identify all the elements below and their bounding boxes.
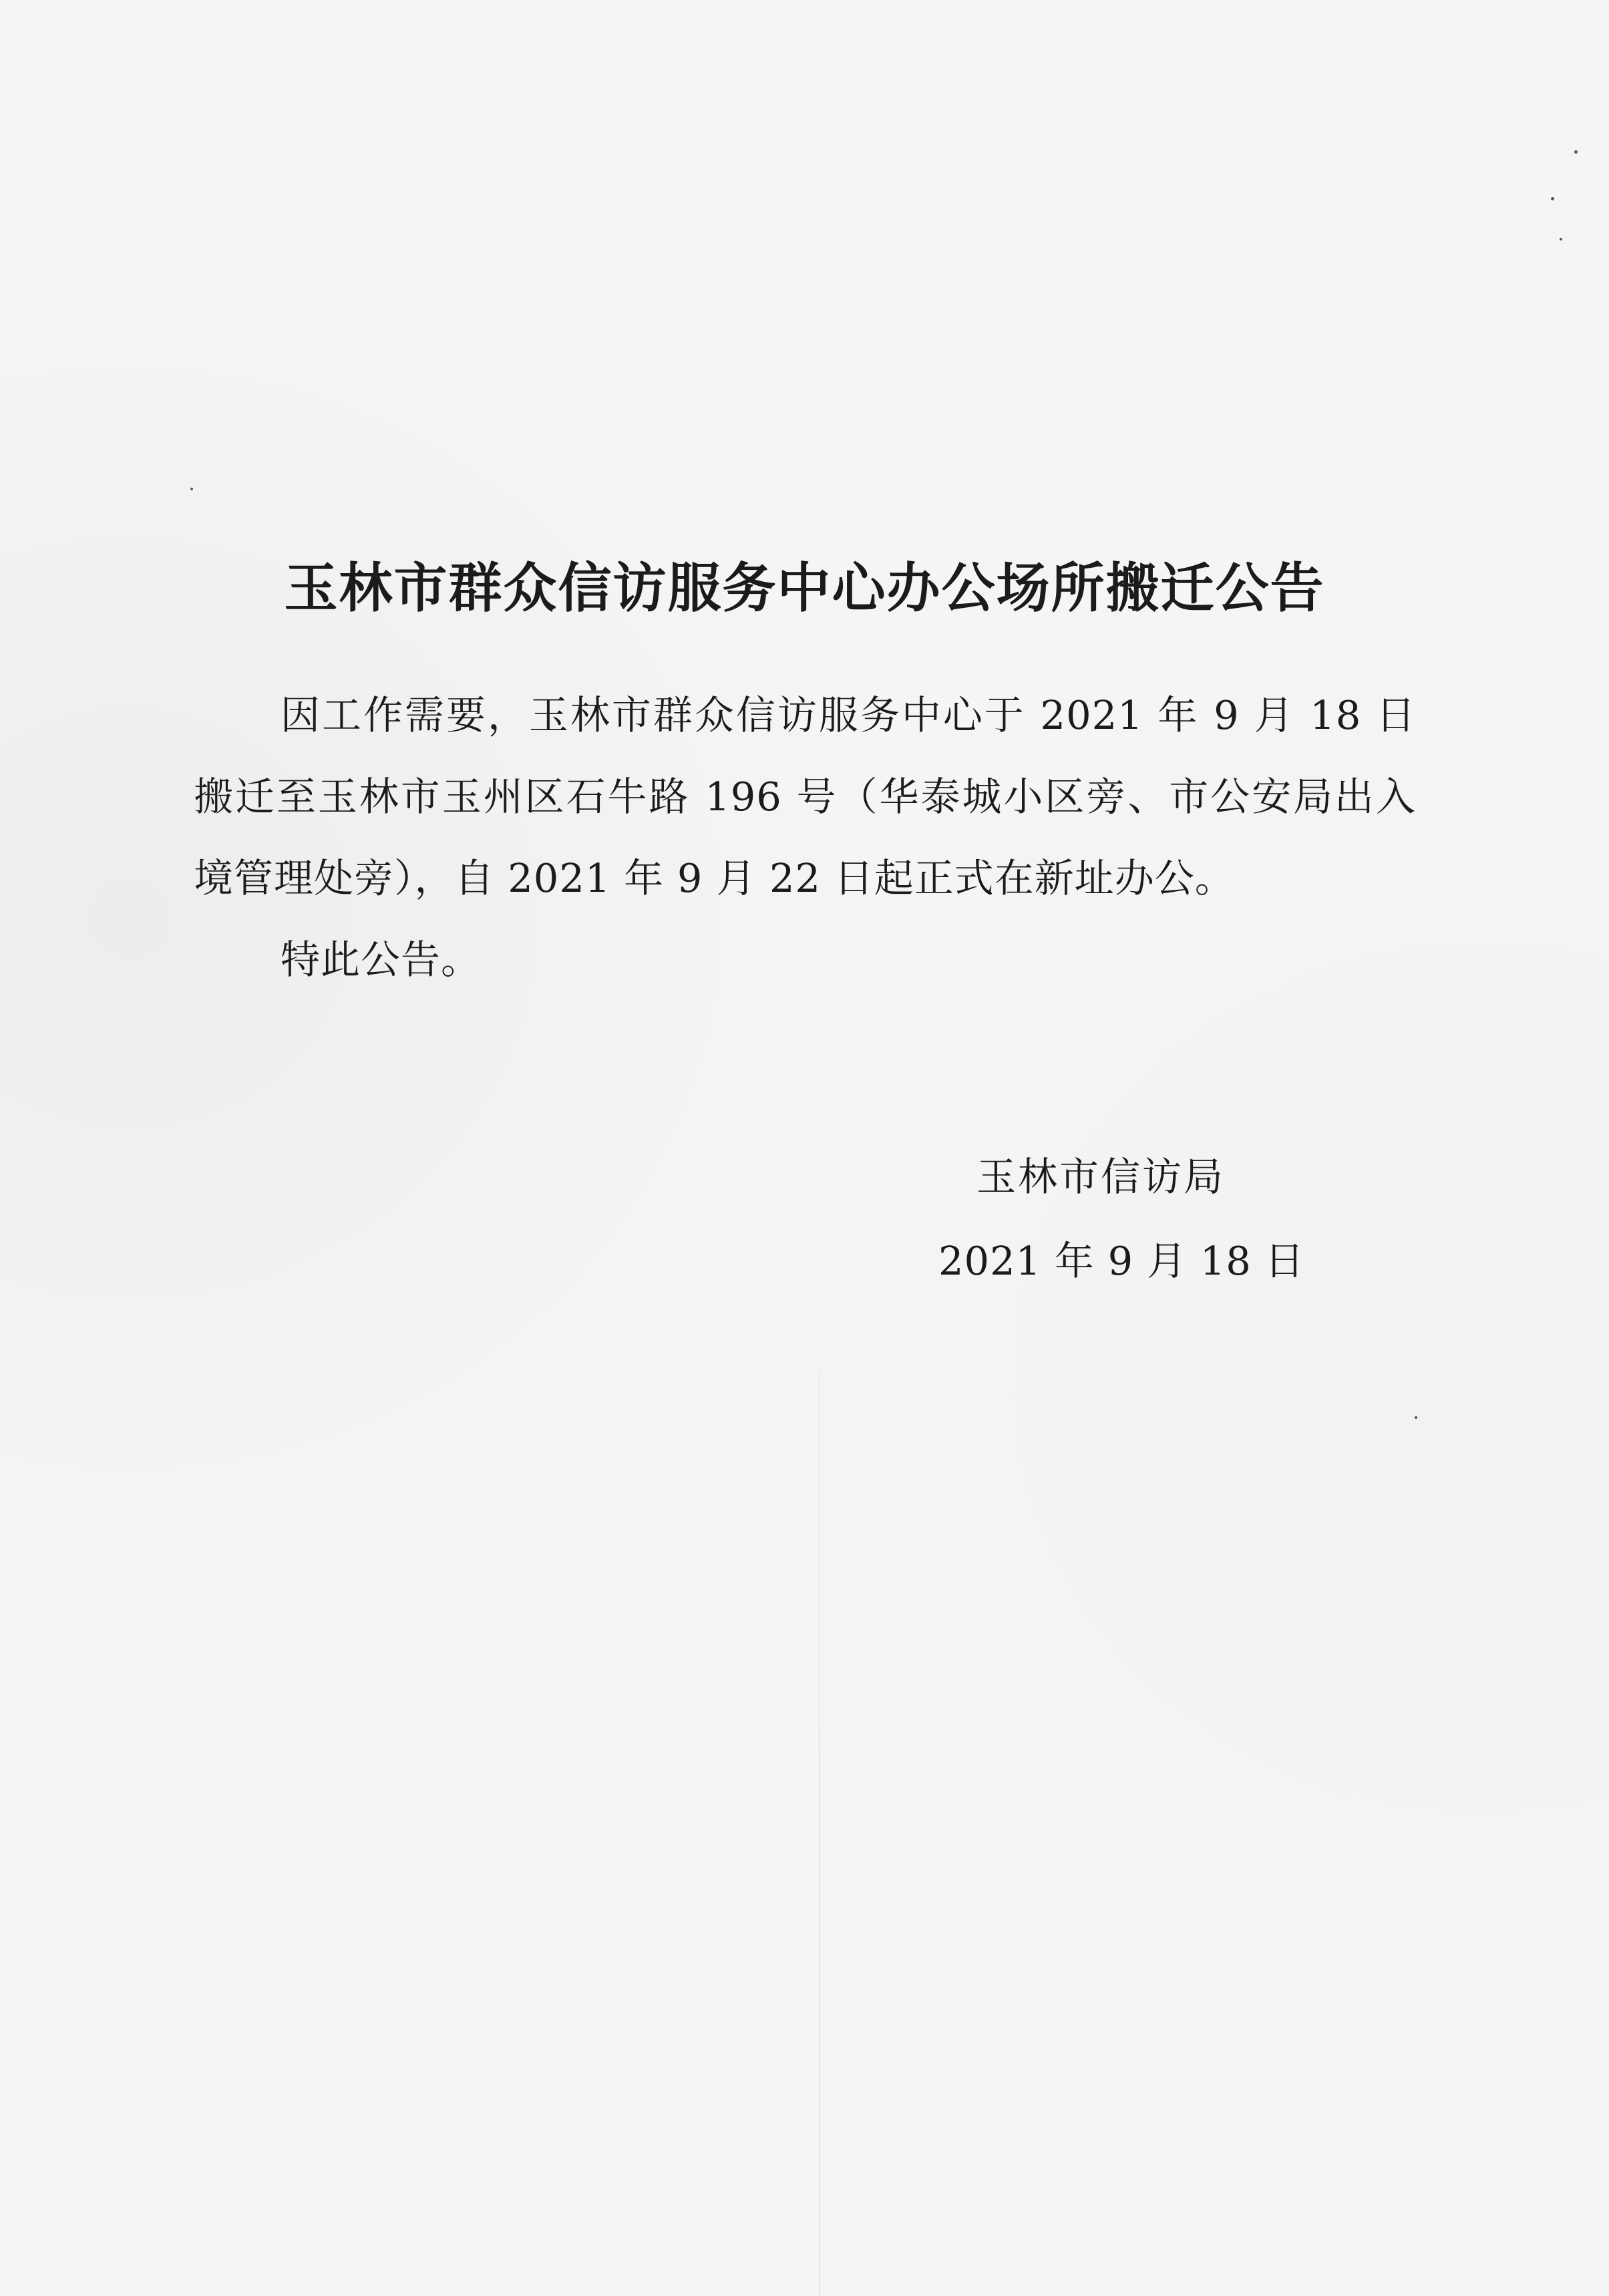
scan-speck [1551, 197, 1554, 200]
scan-speck [1560, 238, 1562, 240]
scan-speck [190, 488, 193, 490]
paper-fold-line [819, 1369, 820, 2296]
notice-paragraph-closing: 特此公告。 [281, 937, 482, 983]
scan-speck [1415, 1416, 1417, 1419]
notice-body [194, 675, 1416, 1001]
notice-paragraph-main: 因工作需要，玉林市群众信访服务中心于 2021 年 9 月 18 日搬迁至玉林市玉州区石牛路 196 号（华泰城小区旁、市公安局出入境管理处旁），自 2021 年 9 月 22 日起正式在新址办公。 [194, 692, 1416, 901]
signature-organization: 玉林市信访局 [976, 1154, 1226, 1200]
signature-date: 2021 年 9 月 18 日 [938, 1238, 1305, 1284]
scan-speck [1574, 150, 1578, 154]
notice-title: 玉林市群众信访服务中心办公场所搬迁公告 [284, 556, 1325, 619]
